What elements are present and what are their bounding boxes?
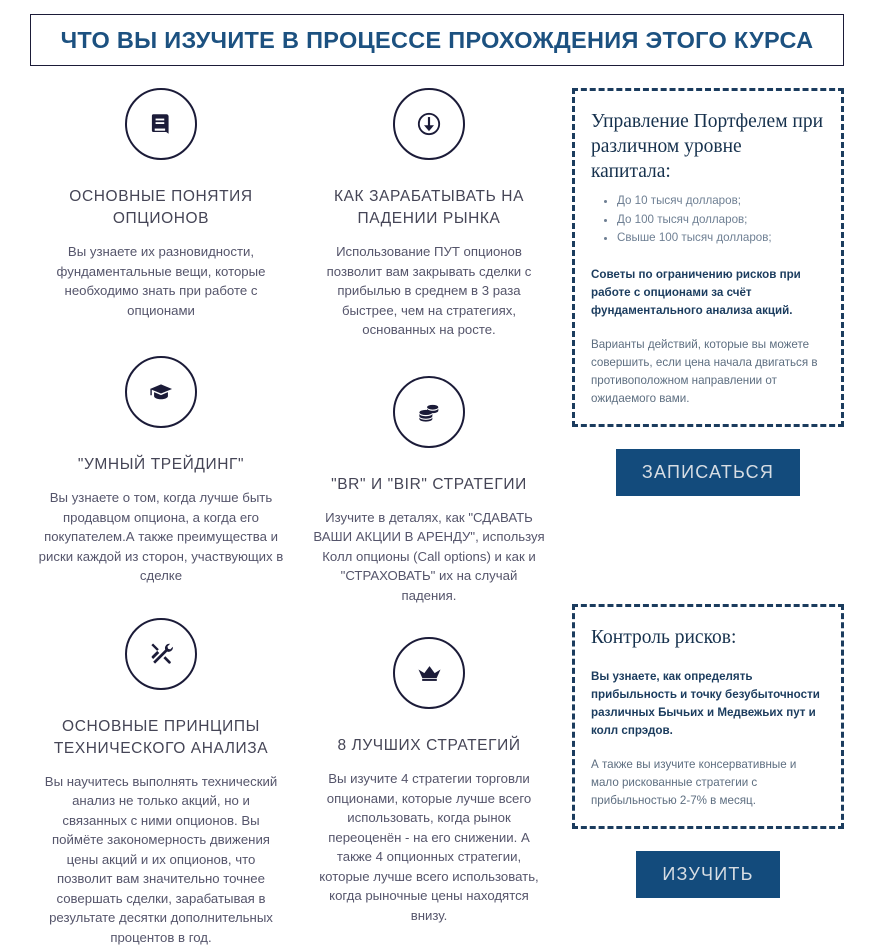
- spacer: [304, 342, 554, 376]
- feature-description: Вы узнаете их разновидности, фундаментальные вещи, которые необходимо знать при работе с опционами: [56, 244, 266, 318]
- feature-column-left: [30, 88, 292, 949]
- spacer: [30, 322, 292, 356]
- coins-icon: [393, 376, 465, 448]
- feature-card: [304, 376, 554, 606]
- feature-card: [304, 88, 554, 340]
- tools-icon: [125, 618, 197, 690]
- feature-column-middle: [292, 88, 554, 927]
- feature-card: [304, 637, 554, 925]
- signup-cta-row: [572, 449, 844, 496]
- feature-description: Вы узнаете о том, когда лучше быть продавцом опциона, а когда его покупателем.А также преимущества и риски каждой из сторон, участвующих в сделке: [38, 490, 284, 583]
- feature-title: "BR" И "BIR" СТРАТЕГИИ: [331, 475, 527, 493]
- panel-text: А также вы изучите консервативные и мало рискованные стратегии с прибыльностью 2-7% в месяц.: [591, 757, 797, 807]
- sidebar-column-right: [554, 88, 844, 898]
- feature-title: ОСНОВНЫЕ ПРИНЦИПЫ ТЕХНИЧЕСКОГО АНАЛИЗА: [53, 717, 269, 757]
- signup-button[interactable]: ЗАПИСАТЬСЯ: [616, 449, 800, 496]
- panel-highlight-text: Вы узнаете, как определять прибыльность и точку безубыточности различных Бычьих и Медвежьих пут и колл спрэдов.: [591, 669, 820, 737]
- feature-title: ОСНОВНЫЕ ПОНЯТИЯ ОПЦИОНОВ: [69, 188, 253, 227]
- learn-button[interactable]: ИЗУЧИТЬ: [636, 851, 779, 898]
- list-item: • Свыше 100 тысяч долларов;: [617, 229, 825, 248]
- capital-level-list: [591, 192, 825, 248]
- graduation-cap-icon: [125, 356, 197, 428]
- panel-text: Варианты действий, которые вы можете совершить, если цена начала двигаться в противоположном направлении от ожидаемого вами.: [591, 337, 818, 405]
- feature-title: КАК ЗАРАБАТЫВАТЬ НА ПАДЕНИИ РЫНКА: [333, 188, 525, 227]
- panel-highlight-text: Советы по ограничению рисков при работе с опционами за счёт фундаментального анализа акций.: [591, 267, 801, 317]
- portfolio-management-panel: [572, 88, 844, 427]
- feature-card: [30, 618, 292, 948]
- feature-title: "УМНЫЙ ТРЕЙДИНГ": [77, 456, 245, 473]
- spacer: [30, 588, 292, 618]
- feature-card: [30, 88, 292, 320]
- spacer: [572, 496, 844, 604]
- feature-description: Вы научитесь выполнять технический анализ не только акций, но и связанных с ними опционов. Вы поймёте закономерность движения цены акций и их опционов, что позволит вам значительно точнее совершать сделки, зарабатывая в результате десятки дополнительных процентов в год.: [44, 773, 278, 945]
- panel-title: Управление Портфелем при различном уровне капитала:: [591, 111, 824, 182]
- list-item: • До 10 тысяч долларов;: [617, 192, 825, 211]
- risk-control-panel: [572, 604, 844, 829]
- crown-icon: [393, 637, 465, 709]
- arrow-down-circle-icon: [393, 88, 465, 160]
- header-box: [30, 14, 844, 66]
- book-icon: [125, 88, 197, 160]
- panel-title: Контроль рисков:: [591, 626, 737, 648]
- list-item: • До 100 тысяч долларов;: [617, 211, 825, 230]
- feature-card: [30, 356, 292, 586]
- page-title: ЧТО ВЫ ИЗУЧИТЕ В ПРОЦЕССЕ ПРОХОЖДЕНИЯ ЭТОГО КУРСА: [60, 26, 814, 53]
- feature-description: Вы изучите 4 стратегии торговли опционами, которые лучше всего использовать, когда рынок переоценён - на его снижении. А также 4 опционных стратегии, которые лучше всего использовать, когда рыночные цены находятся внизу.: [319, 771, 539, 923]
- feature-title: 8 ЛУЧШИХ СТРАТЕГИЙ: [337, 737, 521, 754]
- header: [0, 0, 874, 66]
- spacer: [304, 607, 554, 637]
- learn-cta-row: [572, 851, 844, 898]
- feature-description: Использование ПУТ опционов позволит вам закрывать сделки с прибылью в среднем в 3 раза быстрее, чем на стратегиях, основанных на росте.: [326, 244, 532, 337]
- content-area: [0, 66, 874, 949]
- feature-description: Изучите в деталях, как "СДАВАТЬ ВАШИ АКЦИИ В АРЕНДУ", используя Колл опционы (Call options) и как и "СТРАХОВАТЬ" их на случай падения.: [313, 509, 545, 603]
